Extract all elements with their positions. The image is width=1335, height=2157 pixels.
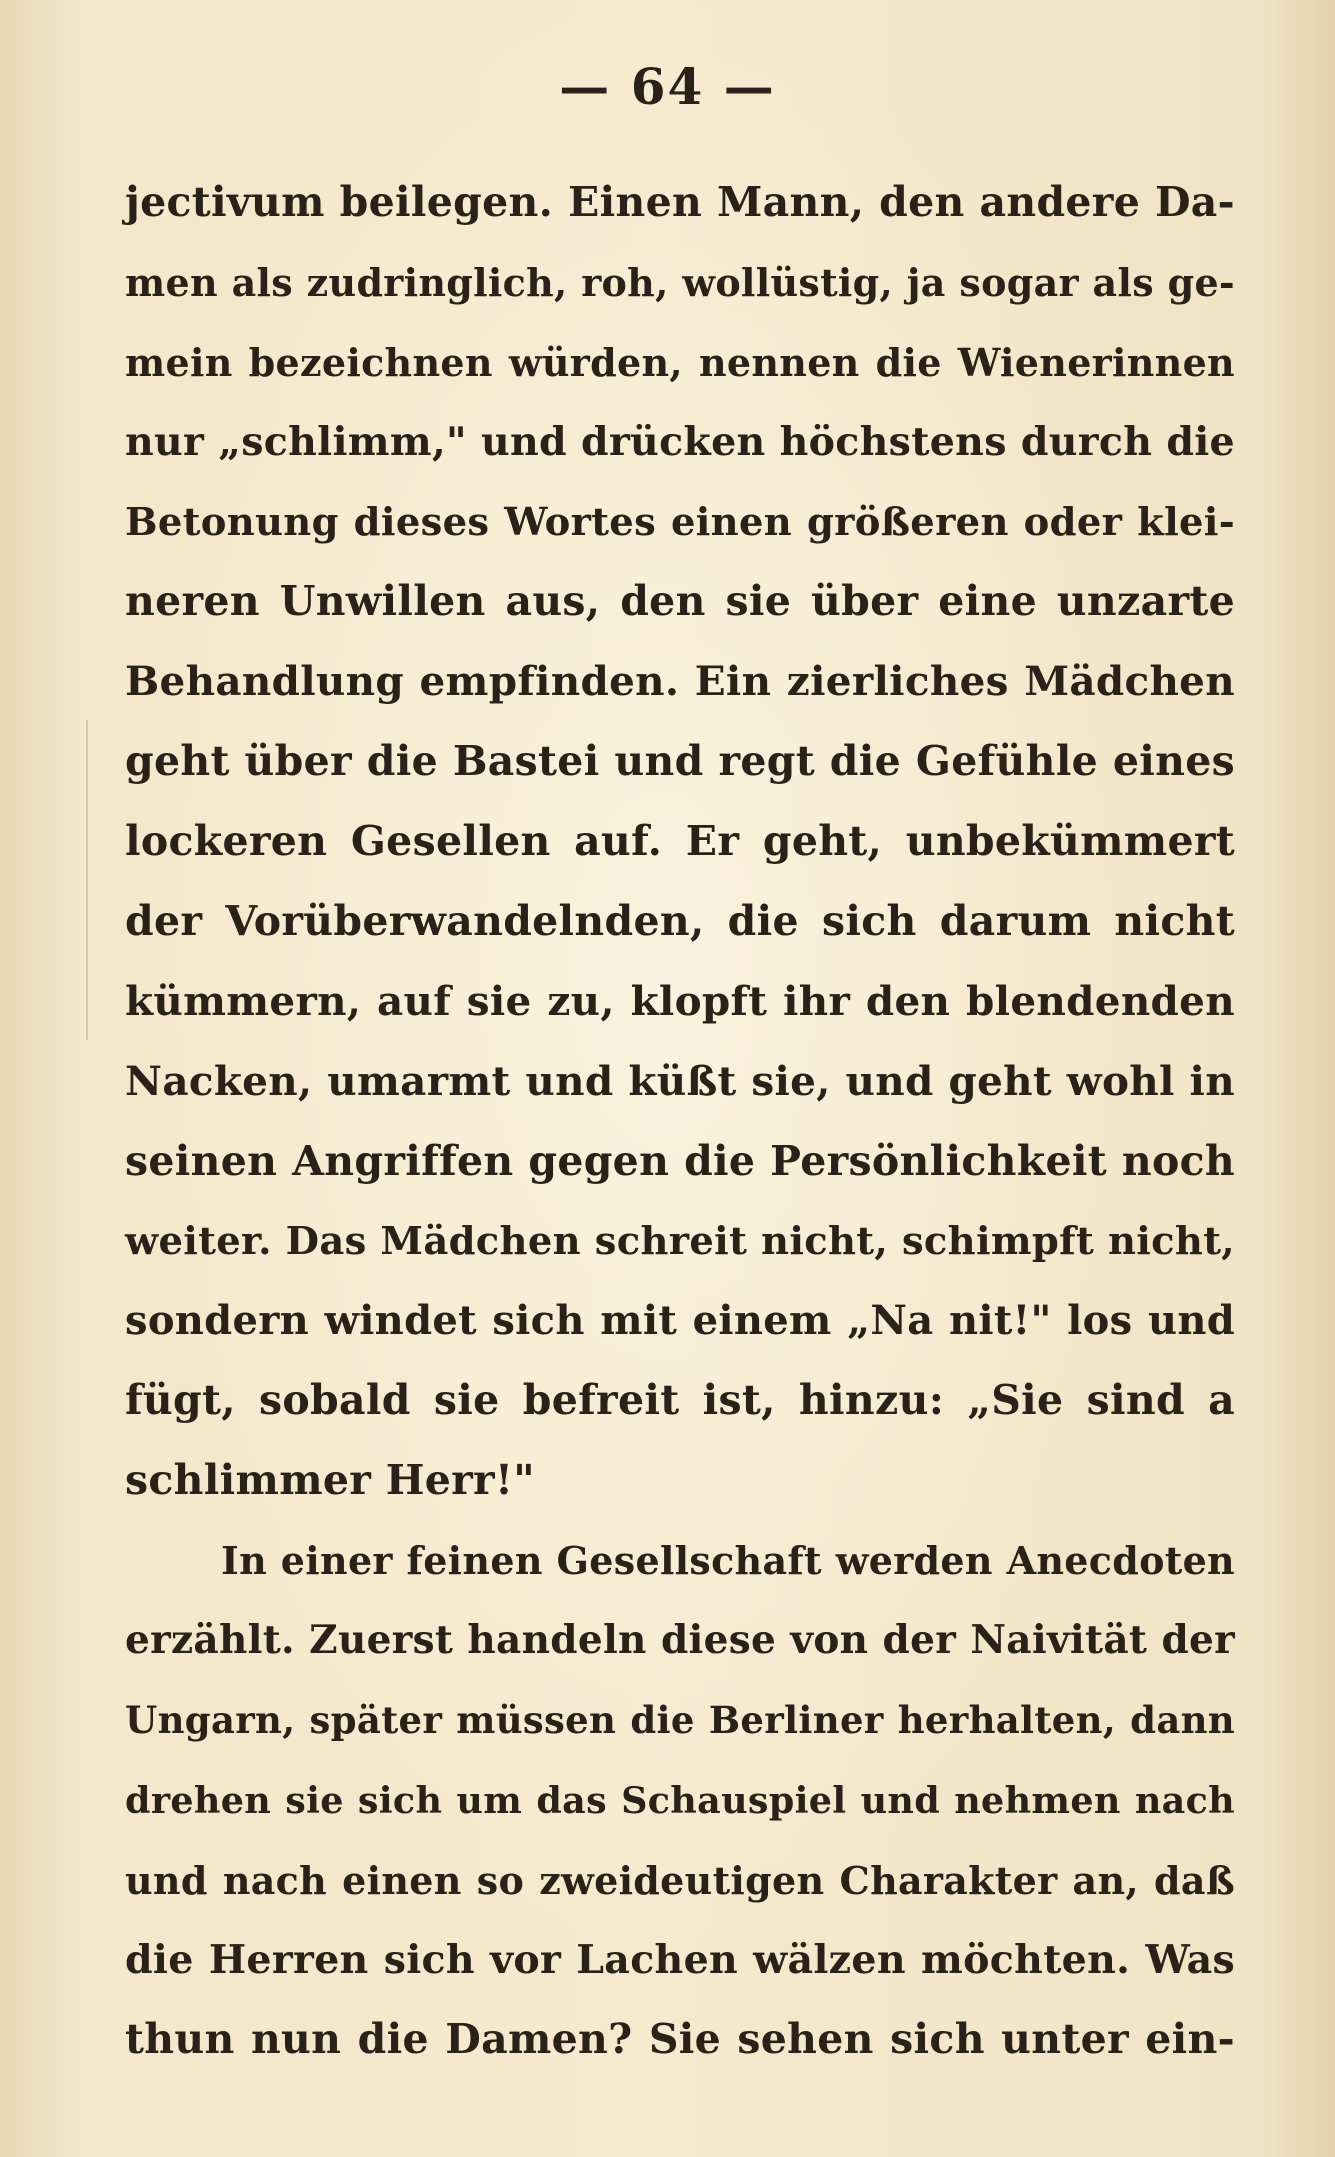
text-line: weiter. Das Mädchen schreit nicht, schimpft nicht, [125, 1218, 1235, 1264]
text-line: lockeren Gesellen auf. Er geht, unbekümmert [125, 817, 1235, 866]
text-line: die Herren sich vor Lachen wälzen möchten. Was [125, 1936, 1235, 1983]
text-line: Ungarn, später müssen die Berliner herhalten, dann [125, 1697, 1235, 1742]
text-line: thun nun die Damen? Sie sehen sich unter ein- [125, 2015, 1235, 2064]
text-line: Betonung dieses Wortes einen größeren oder klei- [125, 499, 1235, 545]
body-text [125, 163, 1235, 2080]
text-line: schlimmer Herr!" [125, 1456, 535, 1505]
text-line: erzählt. Zuerst handeln diese von der Naivität der [125, 1617, 1235, 1664]
text-line: kümmern, auf sie zu, klopft ihr den blendenden [125, 976, 1235, 1025]
text-line: drehen sie sich um das Schauspiel und nehmen nach [125, 1778, 1235, 1822]
text-line: neren Unwillen aus, den sie über eine unzarte [125, 577, 1235, 626]
text-line: sondern windet sich mit einem „Na nit!" los und [125, 1297, 1235, 1345]
paragraph-start-line: In einer feinen Gesellschaft werden Anecdoten [221, 1538, 1235, 1584]
text-line: seinen Angriffen gegen die Persönlichkeit noch [125, 1136, 1235, 1185]
text-line: der Vorüberwandelnden, die sich darum nicht [125, 897, 1235, 946]
margin-pencil-mark [86, 720, 88, 1040]
text-line: fügt, sobald sie befreit ist, hinzu: „Sie sind a [125, 1376, 1235, 1425]
text-line: mein bezeichnen würden, nennen die Wienerinnen [125, 339, 1235, 385]
page-number: — 64 — [559, 57, 776, 116]
text-line: nur „schlimm," und drücken höchstens durch die [125, 418, 1235, 465]
text-line: Behandlung empfinden. Ein zierliches Mädchen [125, 657, 1235, 706]
text-line: jectivum beilegen. Einen Mann, den andere Da- [125, 178, 1235, 226]
text-line: und nach einen so zweideutigen Charakter an, daß [125, 1857, 1235, 1903]
text-line: Nacken, umarmt und küßt sie, und geht wohl in [125, 1056, 1235, 1105]
text-line: men als zudringlich, roh, wollüstig, ja sogar als ge- [125, 259, 1235, 305]
text-line: geht über die Bastei und regt die Gefühle eines [125, 737, 1235, 786]
